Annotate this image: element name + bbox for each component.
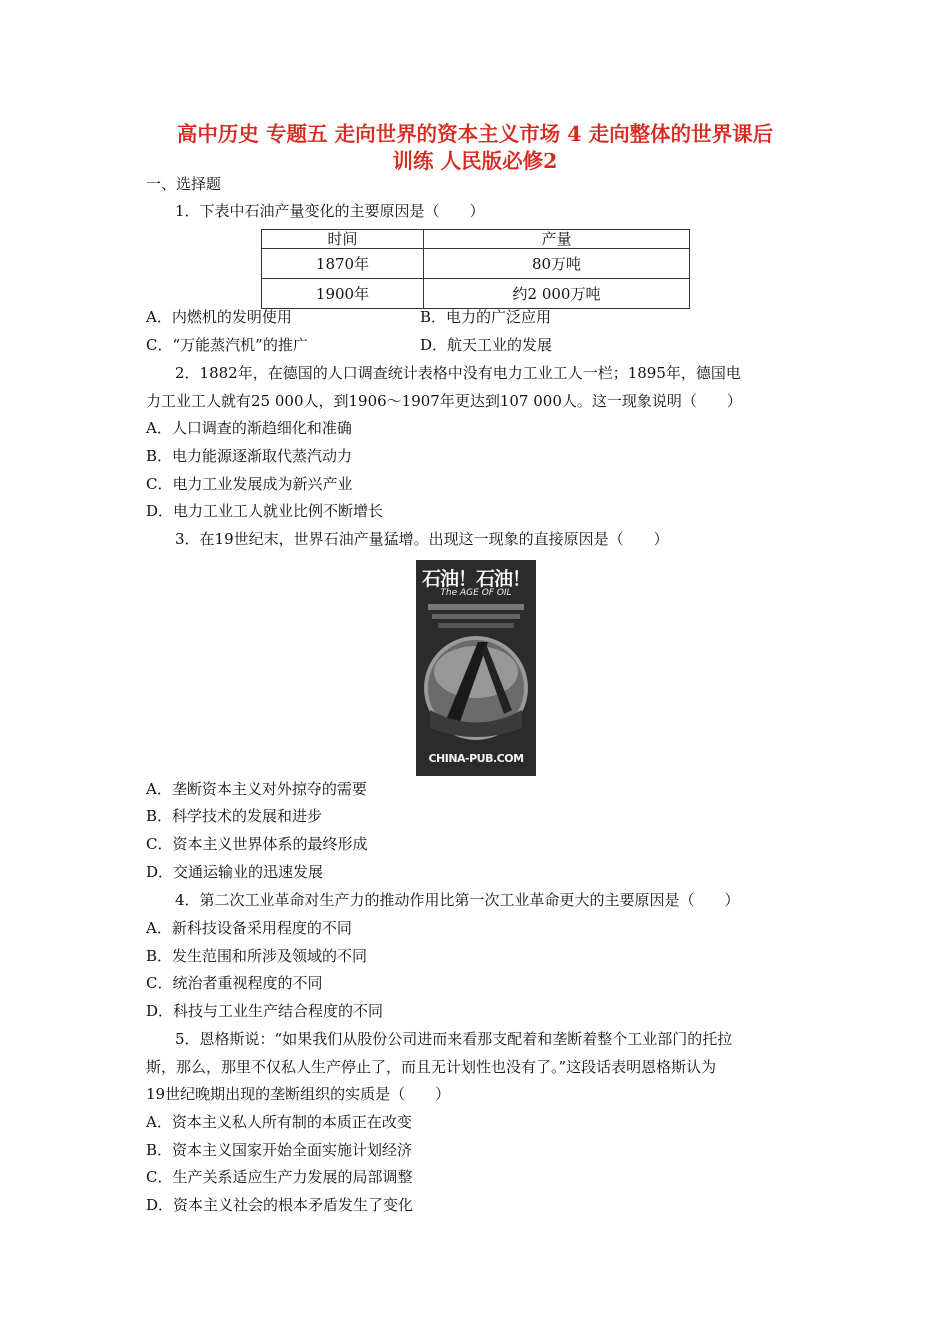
table-row (262, 279, 690, 309)
table-row (262, 249, 690, 279)
q5-stem-line1: 5．恩格斯说：“如果我们从股份公司进而来看那支配着和垄断着整个工业部门的托拉 (175, 1030, 733, 1048)
q1-option-c: C．“万能蒸汽机”的推广 (146, 336, 308, 354)
table-header-output: 产量 (424, 230, 690, 249)
q2-option-d: D．电力工业工人就业比例不断增长 (146, 502, 384, 520)
q3-option-c: C．资本主义世界体系的最终形成 (146, 835, 368, 853)
document-title-line2: 训练 人民版必修2 (392, 149, 558, 173)
table-cell: 1870年 (262, 249, 424, 279)
table-header-time: 时间 (262, 230, 424, 249)
q3-stem: 3．在19世纪末，世界石油产量猛增。出现这一现象的直接原因是（ ） (175, 530, 669, 548)
q1-option-b: B．电力的广泛应用 (420, 308, 552, 326)
q4-option-a: A．新科技设备采用程度的不同 (146, 919, 352, 937)
q3-option-b: B．科学技术的发展和进步 (146, 807, 323, 825)
table-cell: 1900年 (262, 279, 424, 309)
q2-option-b: B．电力能源逐渐取代蒸汽动力 (146, 447, 353, 465)
q5-option-d: D．资本主义社会的根本矛盾发生了变化 (146, 1196, 414, 1214)
table-cell: 80万吨 (424, 249, 690, 279)
q4-option-b: B．发生范围和所涉及领域的不同 (146, 947, 368, 965)
q5-option-c: C．生产关系适应生产力发展的局部调整 (146, 1168, 413, 1186)
q3-option-a: A．垄断资本主义对外掠夺的需要 (146, 780, 367, 798)
document-title-line1: 高中历史 专题五 走向世界的资本主义市场 4 走向整体的世界课后 (176, 122, 774, 146)
q1-option-d: D．航天工业的发展 (420, 336, 553, 354)
q4-option-c: C．统治者重视程度的不同 (146, 974, 323, 992)
q4-option-d: D．科技与工业生产结合程度的不同 (146, 1002, 384, 1020)
book-watermark: CHINA-PUB.COM (428, 752, 524, 765)
q2-option-c: C．电力工业发展成为新兴产业 (146, 475, 353, 493)
q1-option-a: A．内燃机的发明使用 (146, 308, 292, 326)
q1-stem: 1．下表中石油产量变化的主要原因是（ ） (175, 202, 485, 220)
q5-option-b: B．资本主义国家开始全面实施计划经济 (146, 1141, 413, 1159)
oil-production-table (261, 229, 690, 309)
q5-stem-line3: 19世纪晚期出现的垄断组织的实质是（ ） (146, 1085, 451, 1103)
q3-option-d: D．交通运输业的迅速发展 (146, 863, 324, 881)
table-cell: 约2 000万吨 (424, 279, 690, 309)
q4-stem: 4．第二次工业革命对生产力的推动作用比第一次工业革命更大的主要原因是（ ） (175, 891, 740, 909)
book-title: 石油！石油！ (421, 568, 530, 590)
section-heading: 一、选择题 (146, 175, 222, 193)
q2-stem-line1: 2．1882年，在德国的人口调查统计表格中没有电力工业工人一栏；1895年，德国电 (175, 364, 741, 382)
q2-option-a: A．人口调查的渐趋细化和准确 (146, 419, 352, 437)
book-cover-image (416, 560, 536, 776)
q2-stem-line2: 力工业工人就有25 000人，到1906～1907年更达到107 000人。这一现象说明（ ） (146, 392, 742, 410)
q5-option-a: A．资本主义私人所有制的本质正在改变 (146, 1113, 412, 1131)
q5-stem-line2: 斯，那么，那里不仅私人生产停止了，而且无计划性也没有了。”这段话表明恩格斯认为 (146, 1058, 717, 1076)
book-subtitle: The AGE OF OIL (440, 588, 512, 598)
